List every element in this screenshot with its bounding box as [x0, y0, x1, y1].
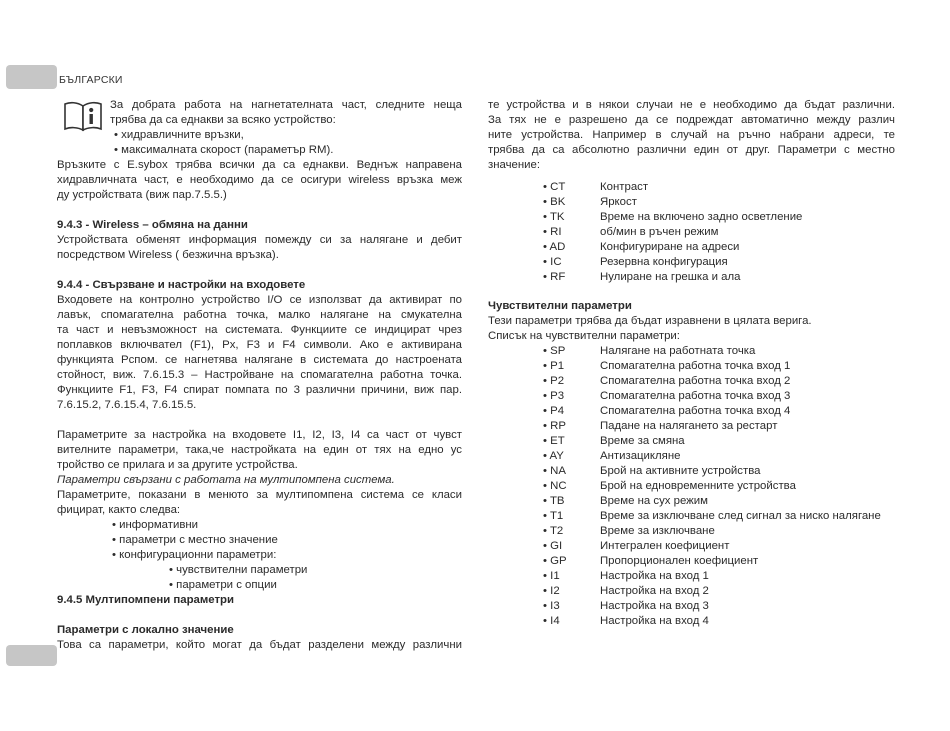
param-description: Падане на налягането за рестарт — [600, 420, 778, 432]
sub-list-item: • параметри с опции — [169, 579, 277, 591]
param-code: • IC — [543, 256, 562, 268]
paragraph-line: лавък, спомагателна работна точка, малко налягане на смукателна — [57, 309, 462, 321]
param-description: Брой на активните устройства — [600, 465, 761, 477]
paragraph-line: Това са параметри, който могат да бъдат разделени между различни — [57, 639, 462, 651]
paragraph-line: Параметрите, показани в менюто за мултипомпена система се класи — [57, 489, 462, 501]
paragraph-line: функцията Pcпом. се нагнетява налягане в системата до настроената — [57, 354, 462, 366]
sensitive-param-row — [488, 509, 895, 524]
paragraph-line: За тях не е разрешено да се подреждат автоматично между различ — [488, 114, 895, 126]
param-code: • NA — [543, 465, 566, 477]
paragraph-line: Списък на чувствителни параметри: — [488, 330, 680, 342]
param-code: • NC — [543, 480, 567, 492]
note-line: трябва да са еднакви за всяко устройство: — [110, 114, 336, 126]
left-column — [57, 98, 462, 653]
paragraph-line: посредством Wireless ( безжична връзка). — [57, 249, 279, 261]
sensitive-param-row — [488, 434, 895, 449]
subheading-local: Параметри с локално значение — [57, 624, 234, 636]
page-tab-top — [6, 65, 57, 89]
paragraph-line: Параметрите за настройка на входовете I1, I2, I3, I4 са част от чувст — [57, 429, 462, 441]
param-code: • P3 — [543, 390, 565, 402]
param-description: Време за изключване — [600, 525, 715, 537]
paragraph-line: хидравличната част, е необходимо да се осигури wireless връзка меж — [57, 174, 462, 186]
paragraph-line: стойност, виж. 7.6.15.3 – Настройване на спомагателна работна точка. — [57, 369, 462, 381]
param-code: • SP — [543, 345, 566, 357]
local-param-row — [488, 255, 895, 270]
sensitive-param-row — [488, 584, 895, 599]
paragraph-line: те устройства и в някои случаи не е необходимо да бъдат различни. — [488, 99, 895, 111]
param-code: • T1 — [543, 510, 564, 522]
info-note — [57, 98, 462, 158]
param-code: • TB — [543, 495, 565, 507]
param-description: Контраст — [600, 181, 649, 193]
note-line: За добрата работа на нагнетателната част, следните неща — [110, 99, 462, 111]
param-description: Време на сух режим — [600, 495, 708, 507]
param-code: • BK — [543, 196, 566, 208]
paragraph-line: значение: — [488, 159, 541, 171]
paragraph-line: Функциите F1, F3, F4 спират помпата по 3 различни причини, виж пар. — [57, 384, 462, 396]
sensitive-param-row — [488, 479, 895, 494]
param-code: • CT — [543, 181, 566, 193]
info-book-icon — [63, 100, 103, 132]
param-description: Яркост — [600, 196, 637, 208]
right-column — [488, 98, 895, 629]
sensitive-param-row — [488, 599, 895, 614]
param-code: • T2 — [543, 525, 564, 537]
paragraph-line: 7.6.15.2, 7.6.15.4, 7.6.15.5. — [57, 399, 197, 411]
param-description: Резервна конфигурация — [600, 256, 728, 268]
paragraph-line: ду устройствата (виж пар.7.5.5.) — [57, 189, 227, 201]
local-param-row — [488, 195, 895, 210]
param-code: • GI — [543, 540, 563, 552]
param-description: Брой на едновременните устройства — [600, 480, 796, 492]
param-description: Антизацикляне — [600, 450, 681, 462]
sensitive-param-row — [488, 449, 895, 464]
paragraph-line: трябва да са абсолютно различни един от друг. Параметри с местно — [488, 144, 895, 156]
param-description: Настройка на вход 1 — [600, 570, 709, 582]
paragraph-line: поплавков включвател (F1), Px, F3 и F4 символи. Ако е активирана — [57, 339, 462, 351]
param-description: Интегрален коефициент — [600, 540, 730, 552]
local-param-row — [488, 210, 895, 225]
note-bullet: • максималната скорост (параметър RM). — [114, 144, 334, 156]
sensitive-param-row — [488, 404, 895, 419]
sensitive-param-row — [488, 359, 895, 374]
param-code: • AD — [543, 241, 566, 253]
paragraph-line: Устройствата обменят информация помежду си за налягане и дебит — [57, 234, 462, 246]
param-code: • I3 — [543, 600, 560, 612]
param-description: об/мин в ръчен режим — [600, 226, 719, 238]
local-param-row — [488, 240, 895, 255]
param-code: • RI — [543, 226, 562, 238]
sensitive-param-row — [488, 344, 895, 359]
list-item: • параметри с местно значение — [112, 534, 278, 546]
paragraph-line: та част и невъзможност на системата. Функциите се индицират чрез — [57, 324, 462, 336]
sensitive-param-row — [488, 614, 895, 629]
param-code: • P1 — [543, 360, 565, 372]
sensitive-param-row — [488, 569, 895, 584]
param-code: • I2 — [543, 585, 560, 597]
section-heading-945: 9.4.5 Мултипомпени параметри — [57, 594, 235, 606]
param-code: • RP — [543, 420, 566, 432]
param-description: Настройка на вход 4 — [600, 615, 709, 627]
sensitive-param-row — [488, 524, 895, 539]
note-bullet: • хидравличните връзки, — [114, 129, 244, 141]
section-heading-944: 9.4.4 - Свързване и настройки на входовете — [57, 279, 306, 291]
sensitive-param-row — [488, 389, 895, 404]
param-description: Налягане на работната точка — [600, 345, 756, 357]
param-description: Спомагателна работна точка вход 3 — [600, 390, 791, 402]
param-description: Спомагателна работна точка вход 4 — [600, 405, 791, 417]
param-code: • ET — [543, 435, 565, 447]
paragraph-line: Тези параметри трябва да бъдат изравнени в цялата верига. — [488, 315, 812, 327]
local-params-list — [488, 180, 895, 285]
param-description: Нулиране на грешка и ала — [600, 271, 741, 283]
paragraph-line: Връзките с E.sybox трябва всички да са еднакви. Веднъж направена — [57, 159, 462, 171]
sensitive-param-row — [488, 494, 895, 509]
param-code: • P2 — [543, 375, 565, 387]
param-description: Време за изключване след сигнал за ниско налягане — [600, 510, 881, 522]
param-description: Пропорционален коефициент — [600, 555, 759, 567]
param-description: Спомагателна работна точка вход 2 — [600, 375, 791, 387]
subheading-sensitive: Чувствителни параметри — [488, 300, 632, 312]
paragraph-line: ните устройства. Например в случай на ръчно набрани адреси, те — [488, 129, 895, 141]
param-code: • P4 — [543, 405, 565, 417]
paragraph-line: фицират, както следва: — [57, 504, 181, 516]
param-description: Настройка на вход 3 — [600, 600, 709, 612]
sensitive-param-row — [488, 419, 895, 434]
local-param-row — [488, 225, 895, 240]
italic-line: Параметри свързани с работата на мултипомпена система. — [57, 474, 395, 486]
sensitive-param-row — [488, 374, 895, 389]
sensitive-params-list — [488, 344, 895, 629]
language-label: БЪЛГАРСКИ — [59, 74, 123, 86]
param-description: Конфигуриране на адреси — [600, 241, 740, 253]
param-code: • I1 — [543, 570, 560, 582]
param-code: • I4 — [543, 615, 560, 627]
sensitive-param-row — [488, 539, 895, 554]
param-code: • RF — [543, 271, 566, 283]
param-description: Време на включено задно осветление — [600, 211, 803, 223]
param-description: Настройка на вход 2 — [600, 585, 709, 597]
sensitive-param-row — [488, 464, 895, 479]
page-number-tab — [6, 645, 57, 666]
param-code: • GP — [543, 555, 567, 567]
local-param-row — [488, 270, 895, 285]
sub-list-item: • чувствителни параметри — [169, 564, 308, 576]
paragraph-line: вителните параметри, така,че настройката на един от тях на едно ус — [57, 444, 462, 456]
param-description: Спомагателна работна точка вход 1 — [600, 360, 791, 372]
param-description: Време за смяна — [600, 435, 685, 447]
list-item: • конфигурационни параметри: — [112, 549, 277, 561]
list-item: • информативни — [112, 519, 199, 531]
paragraph-line: тройство се прилага и за другите устройства. — [57, 459, 298, 471]
sensitive-param-row — [488, 554, 895, 569]
paragraph-line: Входовете на контролно устройство I/O се използват да активират по — [57, 294, 462, 306]
param-code: • TK — [543, 211, 565, 223]
section-heading-943: 9.4.3 - Wireless – обмяна на данни — [57, 219, 248, 231]
local-param-row — [488, 180, 895, 195]
param-code: • AY — [543, 450, 564, 462]
